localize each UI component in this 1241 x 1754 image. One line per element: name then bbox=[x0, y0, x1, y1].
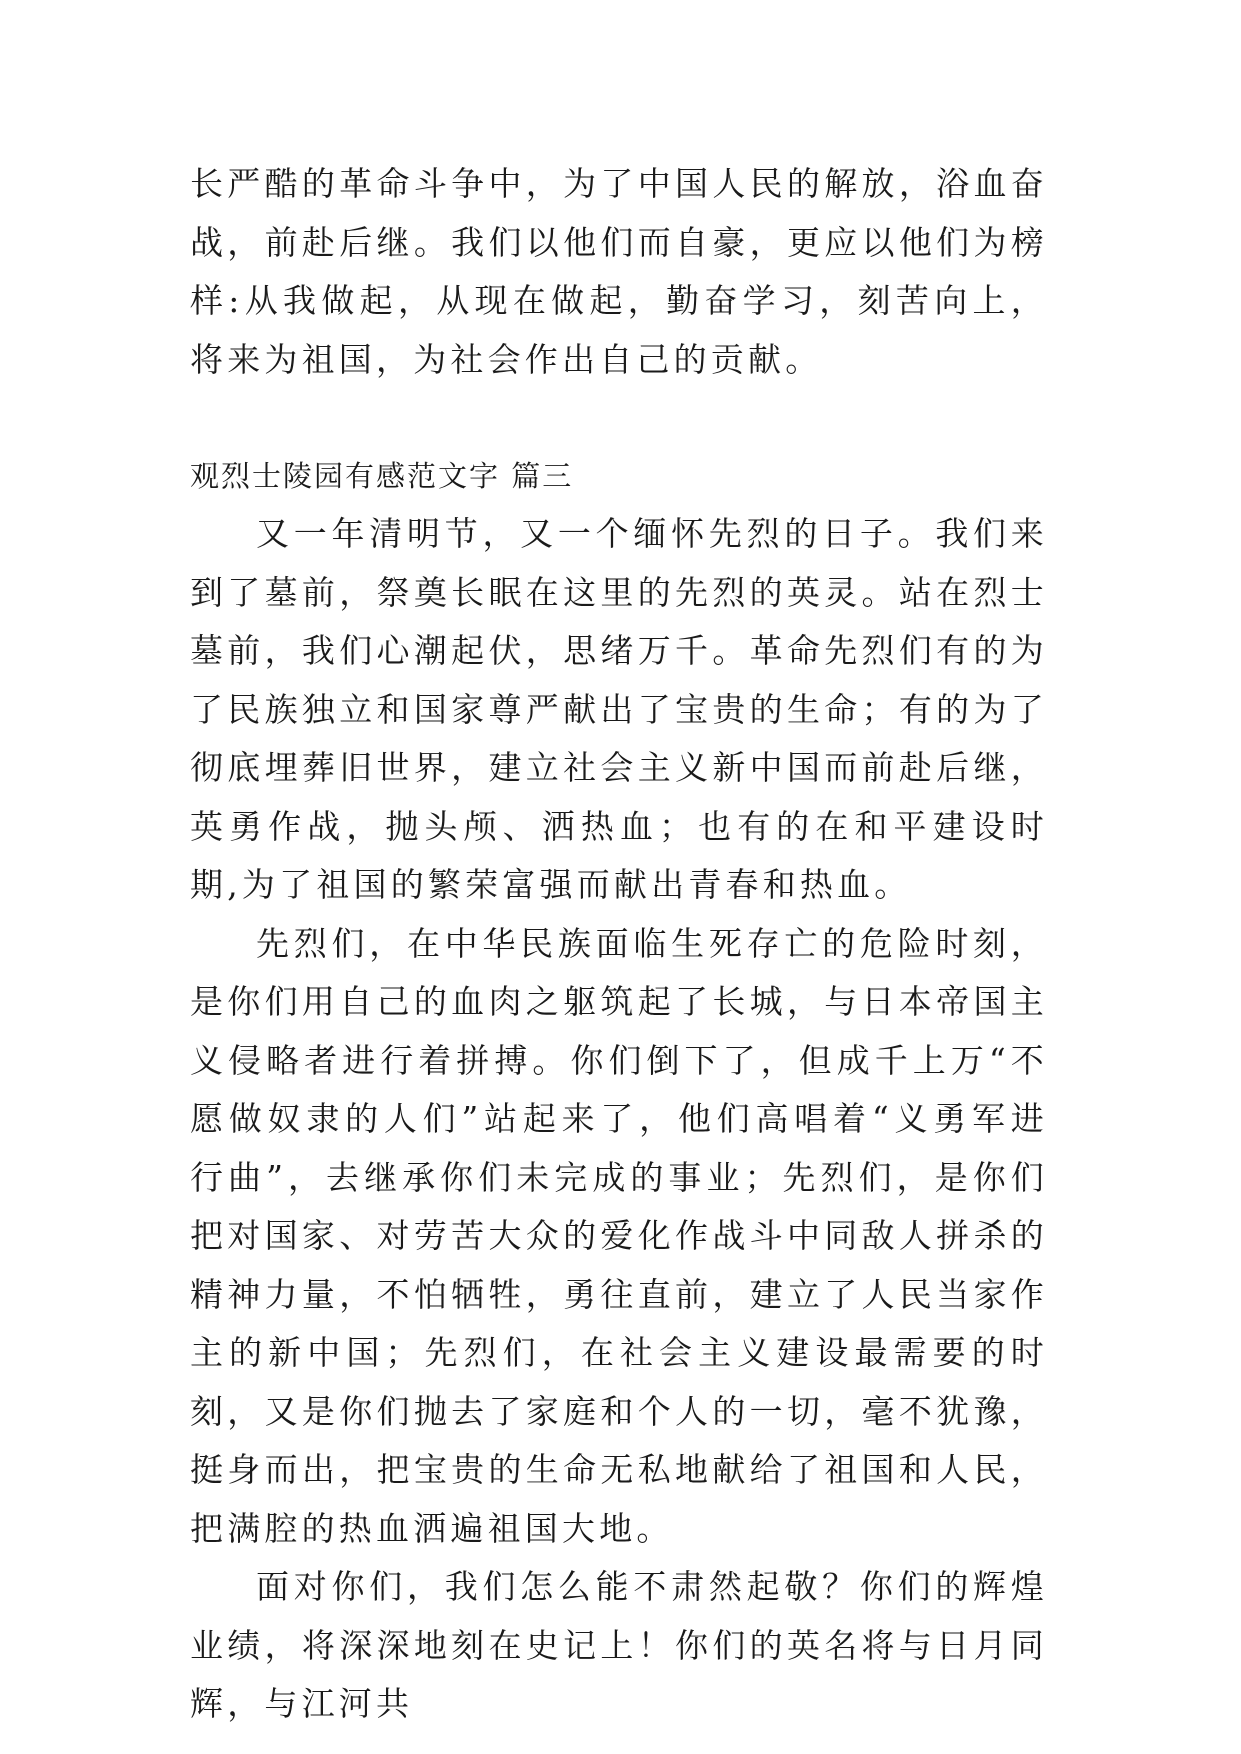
body-paragraph-3: 面对你们，我们怎么能不肃然起敬？你们的辉煌业绩，将深深地刻在史记上！你们的英名将与日月同辉，与江河共 bbox=[190, 1567, 1048, 1723]
document-body bbox=[190, 155, 1048, 1734]
body-paragraph-2: 先烈们，在中华民族面临生死存亡的危险时刻，是你们用自己的血肉之躯筑起了长城，与日本帝国主义侵略者进行着拼搏。你们倒下了，但成千上万“不愿做奴隶的人们”站起来了，他们高唱着“义勇军进行曲”，去继承你们未完成的事业；先烈们，是你们把对国家、对劳苦大众的爱化作战斗中同敌人拼杀的精神力量，不怕牺牲，勇往直前，建立了人民当家作主的新中国；先烈们，在社会主义建设最需要的时刻，又是你们抛去了家庭和个人的一切，毫不犹豫，挺身而出，把宝贵的生命无私地献给了祖国和人民，把满腔的热血洒遍祖国大地。 bbox=[190, 923, 1048, 1548]
body-paragraph-1: 又一年清明节，又一个缅怀先烈的日子。我们来到了墓前，祭奠长眠在这里的先烈的英灵。站在烈士墓前，我们心潮起伏，思绪万千。革命先烈们有的为了民族独立和国家尊严献出了宝贵的生命；有的为了彻底埋葬旧世界，建立社会主义新中国而前赴后继，英勇作战，抛头颅、洒热血；也有的在和平建设时期,为了祖国的繁荣富强而献出青春和热血。 bbox=[190, 514, 1048, 904]
section-heading: 观烈士陵园有感范文字 篇三 bbox=[190, 459, 574, 493]
opening-paragraph: 长严酷的革命斗争中，为了中国人民的解放，浴血奋战，前赴后继。我们以他们而自豪，更应以他们为榜样:从我做起，从现在做起，勤奋学习，刻苦向上，将来为祖国，为社会作出自己的贡献。 bbox=[190, 164, 1048, 379]
